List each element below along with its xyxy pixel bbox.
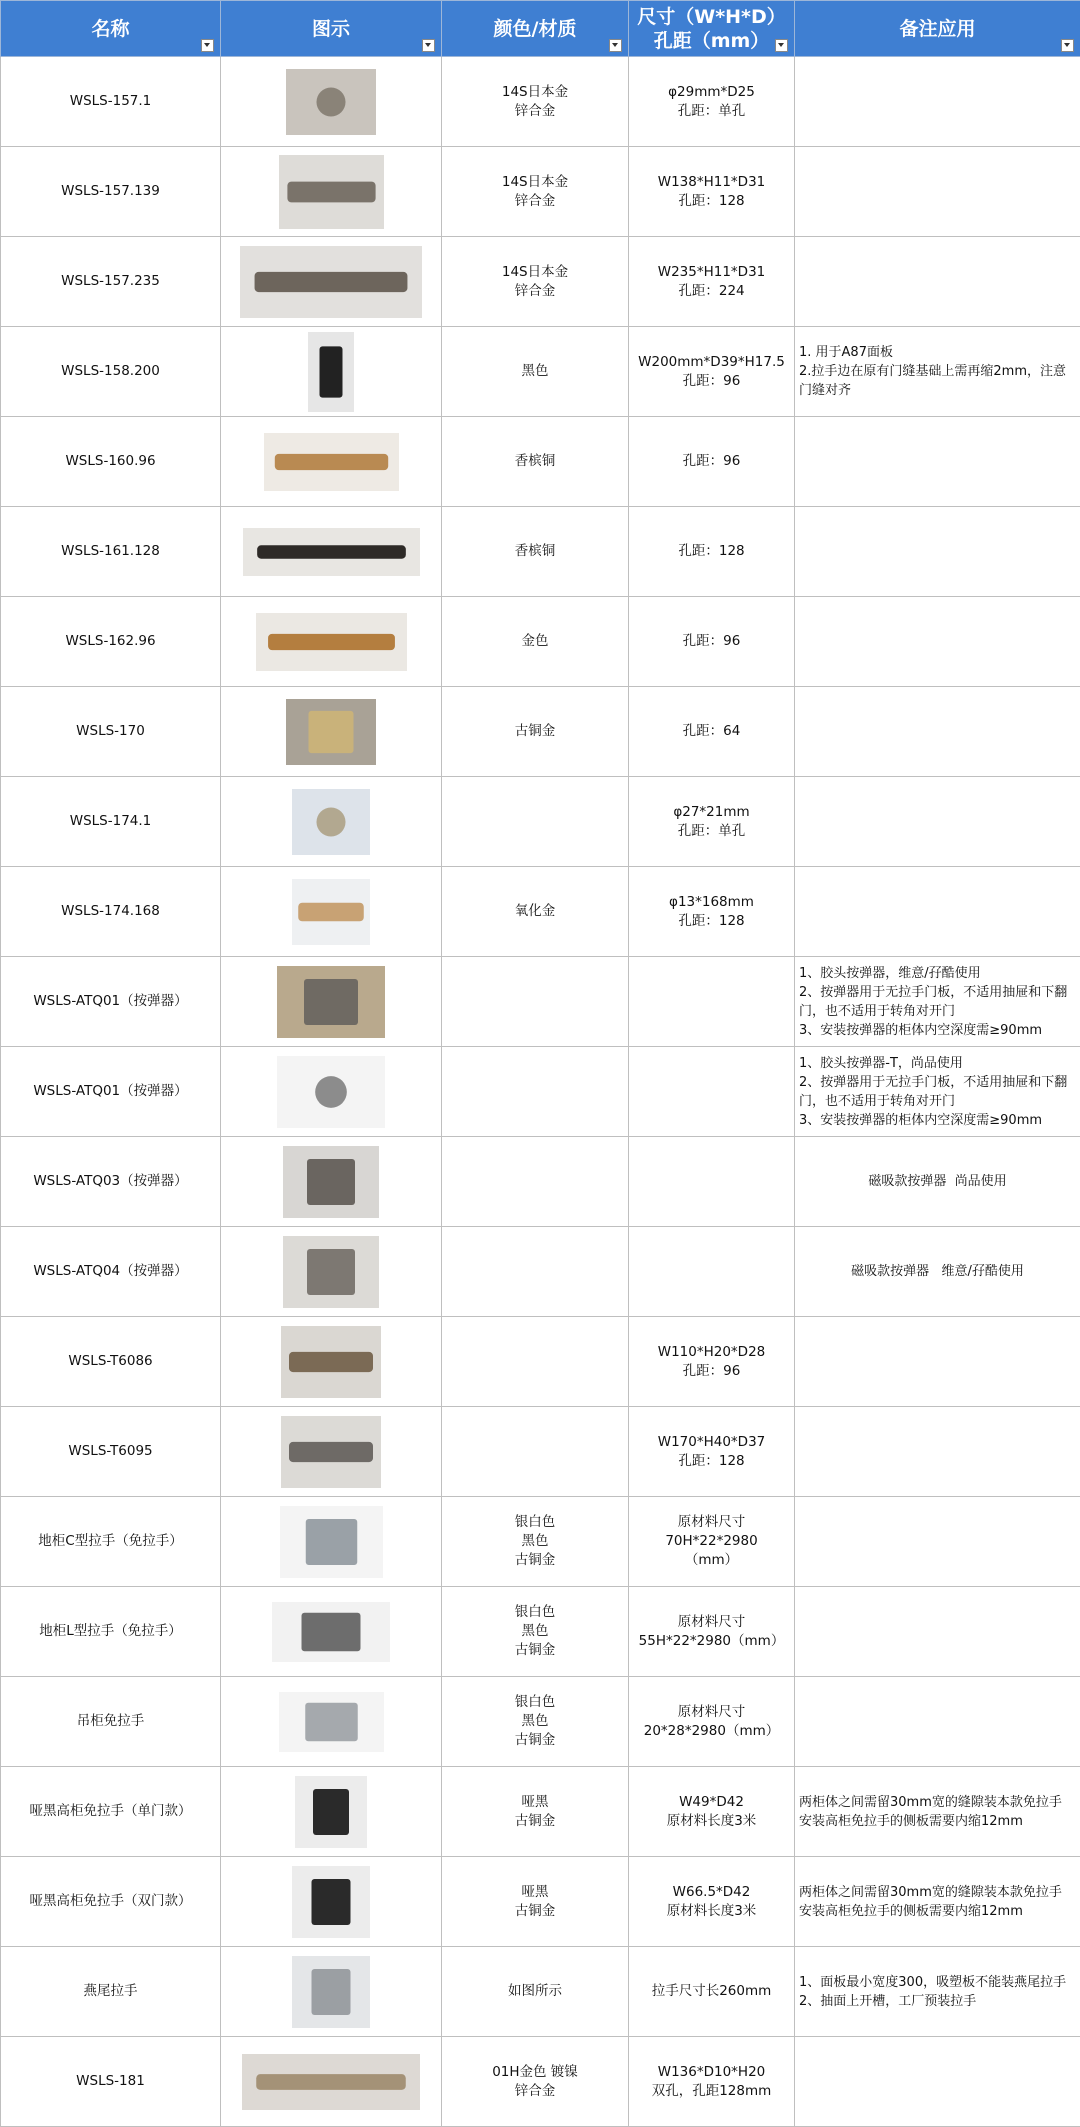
cell-note <box>795 597 1080 687</box>
size-text: W136*D10*H20 <box>633 2063 790 2082</box>
cell-material <box>442 1857 629 1947</box>
note-text: 1、胶头按弹器-T，尚品使用 <box>799 1054 1076 1073</box>
cell-image <box>221 957 442 1047</box>
product-name: 燕尾拉手 <box>84 1983 138 1999</box>
product-image <box>240 246 422 318</box>
filter-dropdown-icon[interactable] <box>201 39 214 52</box>
product-image <box>242 2054 420 2110</box>
product-name: 地柜L型拉手（免拉手） <box>39 1623 182 1639</box>
material-text: 锌合金 <box>446 282 624 301</box>
cell-note <box>795 417 1080 507</box>
cell-name <box>1 417 221 507</box>
table-row <box>1 1767 1080 1857</box>
cell-note <box>795 2037 1080 2127</box>
note-text: 两柜体之间需留30mm宽的缝隙装本款免拉手 <box>799 1793 1076 1812</box>
cell-name <box>1 147 221 237</box>
column-header-note[interactable] <box>795 1 1080 57</box>
cell-material <box>442 1407 629 1497</box>
product-image <box>286 69 376 135</box>
product-image <box>277 1056 385 1128</box>
product-image <box>264 433 399 491</box>
note-text: 2、按弹器用于无拉手门板，不适用抽屉和下翻门，也不适用于转角对开门 <box>799 1073 1076 1111</box>
cell-image <box>221 597 442 687</box>
cell-image <box>221 2037 442 2127</box>
cell-material <box>442 777 629 867</box>
cell-name <box>1 867 221 957</box>
cell-material <box>442 1227 629 1317</box>
table-row <box>1 147 1080 237</box>
table-row <box>1 1857 1080 1947</box>
cell-name <box>1 1947 221 2037</box>
product-image <box>279 155 384 229</box>
cell-note <box>795 327 1080 417</box>
size-text: W200mm*D39*H17.5 <box>633 353 790 372</box>
table-row <box>1 57 1080 147</box>
cell-size <box>629 867 795 957</box>
material-text: 古铜金 <box>446 1812 624 1831</box>
header-note-label: 备注应用 <box>899 18 975 40</box>
cell-note <box>795 777 1080 867</box>
cell-material <box>442 147 629 237</box>
size-text: 55H*22*2980（mm） <box>633 1632 790 1651</box>
cell-size <box>629 1857 795 1947</box>
size-text: φ29mm*D25 <box>633 83 790 102</box>
size-text: 孔距：128 <box>633 912 790 931</box>
cell-image <box>221 1137 442 1227</box>
note-text: 磁吸款按弹器 尚品使用 <box>799 1172 1076 1191</box>
cell-size <box>629 417 795 507</box>
product-name: 哑黑高柜免拉手（单门款） <box>30 1803 192 1819</box>
cell-note <box>795 1587 1080 1677</box>
cell-size <box>629 1047 795 1137</box>
cell-material <box>442 237 629 327</box>
cell-material <box>442 1137 629 1227</box>
cell-name <box>1 777 221 867</box>
cell-size <box>629 57 795 147</box>
table-row <box>1 417 1080 507</box>
material-text: 锌合金 <box>446 192 624 211</box>
table-row <box>1 1047 1080 1137</box>
material-text: 黑色 <box>446 1712 624 1731</box>
cell-material <box>442 1047 629 1137</box>
cell-image <box>221 1047 442 1137</box>
cell-name <box>1 1047 221 1137</box>
product-image <box>283 1236 379 1308</box>
material-text: 氧化金 <box>446 902 624 921</box>
header-size-line2: 孔距（mm） <box>629 29 794 53</box>
product-name: WSLS-158.200 <box>61 363 160 379</box>
table-row <box>1 327 1080 417</box>
table-row <box>1 1227 1080 1317</box>
cell-name <box>1 1857 221 1947</box>
product-name: WSLS-174.1 <box>70 813 152 829</box>
cell-size <box>629 1407 795 1497</box>
cell-material <box>442 957 629 1047</box>
cell-name <box>1 1767 221 1857</box>
size-text: 孔距：96 <box>633 632 790 651</box>
cell-material <box>442 417 629 507</box>
cell-name <box>1 1407 221 1497</box>
note-text: 2、抽面上开槽，工厂预装拉手 <box>799 1992 1076 2011</box>
column-header-image[interactable] <box>221 1 442 57</box>
product-name: WSLS-T6086 <box>68 1353 152 1369</box>
size-text: 原材料长度3米 <box>633 1812 790 1831</box>
material-text: 黑色 <box>446 1622 624 1641</box>
cell-size <box>629 687 795 777</box>
table-row <box>1 687 1080 777</box>
product-name: 哑黑高柜免拉手（双门款） <box>30 1893 192 1909</box>
size-text: 原材料尺寸70H*22*2980 <box>633 1513 790 1551</box>
cell-name <box>1 1497 221 1587</box>
size-text: 原材料长度3米 <box>633 1902 790 1921</box>
table-row <box>1 1677 1080 1767</box>
cell-material <box>442 1677 629 1767</box>
product-name: WSLS-T6095 <box>68 1443 152 1459</box>
cell-note <box>795 687 1080 777</box>
product-image <box>279 1692 384 1752</box>
cell-name <box>1 327 221 417</box>
size-text: 孔距：224 <box>633 282 790 301</box>
product-image <box>292 1866 370 1938</box>
cell-image <box>221 1587 442 1677</box>
cell-size <box>629 1497 795 1587</box>
cell-size <box>629 2037 795 2127</box>
product-name: WSLS-157.139 <box>61 183 160 199</box>
cell-image <box>221 1947 442 2037</box>
material-text: 黑色 <box>446 362 624 381</box>
cell-note <box>795 1857 1080 1947</box>
table-row <box>1 1947 1080 2037</box>
cell-material <box>442 1587 629 1677</box>
cell-image <box>221 57 442 147</box>
note-text: 安装高柜免拉手的侧板需要内缩12mm <box>799 1902 1076 1921</box>
material-text: 香槟铜 <box>446 452 624 471</box>
size-text: 孔距：96 <box>633 372 790 391</box>
header-size-line1: 尺寸（W*H*D） <box>629 5 794 29</box>
cell-image <box>221 147 442 237</box>
note-text: 2.拉手边在原有门缝基础上需再缩2mm，注意门缝对齐 <box>799 362 1076 400</box>
product-image <box>272 1602 390 1662</box>
cell-size <box>629 1137 795 1227</box>
table-row <box>1 2037 1080 2127</box>
size-text: 孔距：单孔 <box>633 822 790 841</box>
size-text: 孔距：64 <box>633 722 790 741</box>
material-text: 银白色 <box>446 1603 624 1622</box>
product-name: WSLS-181 <box>76 2073 145 2089</box>
size-text: 孔距：96 <box>633 1362 790 1381</box>
cell-name <box>1 597 221 687</box>
cell-material <box>442 687 629 777</box>
material-text: 哑黑 <box>446 1883 624 1902</box>
table-row <box>1 1407 1080 1497</box>
cell-size <box>629 1317 795 1407</box>
cell-size <box>629 507 795 597</box>
product-image <box>295 1776 367 1848</box>
cell-size <box>629 1227 795 1317</box>
header-image-label: 图示 <box>312 18 350 40</box>
table-row <box>1 777 1080 867</box>
cell-note <box>795 1047 1080 1137</box>
cell-material <box>442 327 629 417</box>
product-image <box>243 528 420 576</box>
size-text: φ27*21mm <box>633 803 790 822</box>
material-text: 古铜金 <box>446 1641 624 1660</box>
size-text: 孔距：单孔 <box>633 102 790 121</box>
product-image <box>281 1416 381 1488</box>
product-image <box>292 789 370 855</box>
cell-material <box>442 2037 629 2127</box>
cell-size <box>629 1677 795 1767</box>
product-name: WSLS-157.235 <box>61 273 160 289</box>
cell-note <box>795 1947 1080 2037</box>
product-image <box>283 1146 379 1218</box>
cell-note <box>795 1497 1080 1587</box>
material-text: 古铜金 <box>446 1551 624 1570</box>
filter-dropdown-icon[interactable] <box>1061 39 1074 52</box>
product-name: WSLS-ATQ01（按弹器） <box>33 1083 187 1099</box>
cell-image <box>221 1767 442 1857</box>
cell-size <box>629 1767 795 1857</box>
cell-note <box>795 1407 1080 1497</box>
table-row <box>1 1137 1080 1227</box>
material-text: 香槟铜 <box>446 542 624 561</box>
cell-note <box>795 57 1080 147</box>
table-row <box>1 867 1080 957</box>
material-text: 01H金色 镀镍 <box>446 2063 624 2082</box>
cell-image <box>221 327 442 417</box>
note-text: 磁吸款按弹器 维意/孖酷使用 <box>799 1262 1076 1281</box>
table-row <box>1 1317 1080 1407</box>
material-text: 黑色 <box>446 1532 624 1551</box>
cell-name <box>1 687 221 777</box>
cell-name <box>1 2037 221 2127</box>
size-text: 20*28*2980（mm） <box>633 1722 790 1741</box>
cell-name <box>1 507 221 597</box>
cell-material <box>442 1317 629 1407</box>
size-text: W138*H11*D31 <box>633 173 790 192</box>
cell-material <box>442 867 629 957</box>
size-text: 原材料尺寸 <box>633 1613 790 1632</box>
cell-material <box>442 1497 629 1587</box>
size-text: W170*H40*D37 <box>633 1433 790 1452</box>
product-image <box>280 1506 383 1578</box>
cell-name <box>1 1677 221 1767</box>
cell-image <box>221 1497 442 1587</box>
material-text: 银白色 <box>446 1693 624 1712</box>
product-name: WSLS-ATQ03（按弹器） <box>33 1173 187 1189</box>
header-name-label: 名称 <box>91 18 129 40</box>
size-text: 孔距：96 <box>633 452 790 471</box>
size-text: W110*H20*D28 <box>633 1343 790 1362</box>
cell-note <box>795 1677 1080 1767</box>
size-text: W49*D42 <box>633 1793 790 1812</box>
cell-name <box>1 1317 221 1407</box>
size-text: 拉手尺寸长260mm <box>633 1982 790 2001</box>
cell-material <box>442 597 629 687</box>
cell-size <box>629 957 795 1047</box>
material-text: 14S日本金 <box>446 173 624 192</box>
cell-size <box>629 327 795 417</box>
table-row <box>1 237 1080 327</box>
cell-note <box>795 147 1080 237</box>
product-image <box>277 966 385 1038</box>
size-text: 双孔，孔距128mm <box>633 2082 790 2101</box>
cell-size <box>629 597 795 687</box>
cell-note <box>795 1227 1080 1317</box>
size-text: W235*H11*D31 <box>633 263 790 282</box>
product-name: WSLS-157.1 <box>70 93 152 109</box>
table-row <box>1 507 1080 597</box>
cell-note <box>795 507 1080 597</box>
cell-size <box>629 1947 795 2037</box>
cell-note <box>795 1317 1080 1407</box>
material-text: 14S日本金 <box>446 263 624 282</box>
product-image <box>256 613 407 671</box>
product-image <box>281 1326 381 1398</box>
cell-name <box>1 1587 221 1677</box>
material-text: 如图所示 <box>446 1982 624 2001</box>
cell-image <box>221 777 442 867</box>
cell-material <box>442 507 629 597</box>
note-text: 3、安装按弹器的柜体内空深度需≥90mm <box>799 1021 1076 1040</box>
table-row <box>1 1497 1080 1587</box>
size-text: 孔距：128 <box>633 542 790 561</box>
cell-size <box>629 237 795 327</box>
product-name: WSLS-ATQ04（按弹器） <box>33 1263 187 1279</box>
material-text: 银白色 <box>446 1513 624 1532</box>
cell-material <box>442 1947 629 2037</box>
note-text: 两柜体之间需留30mm宽的缝隙装本款免拉手 <box>799 1883 1076 1902</box>
note-text: 1、胶头按弹器，维意/孖酷使用 <box>799 964 1076 983</box>
cell-note <box>795 237 1080 327</box>
size-text: W66.5*D42 <box>633 1883 790 1902</box>
cell-image <box>221 1227 442 1317</box>
product-name: WSLS-ATQ01（按弹器） <box>33 993 187 1009</box>
cell-name <box>1 1137 221 1227</box>
cell-image <box>221 1677 442 1767</box>
product-image <box>286 699 376 765</box>
cell-image <box>221 1407 442 1497</box>
material-text: 14S日本金 <box>446 83 624 102</box>
material-text: 古铜金 <box>446 1731 624 1750</box>
cell-name <box>1 1227 221 1317</box>
cell-image <box>221 1857 442 1947</box>
cell-note <box>795 1767 1080 1857</box>
cell-image <box>221 867 442 957</box>
note-text: 安装高柜免拉手的侧板需要内缩12mm <box>799 1812 1076 1831</box>
cell-name <box>1 957 221 1047</box>
cell-size <box>629 777 795 867</box>
material-text: 古铜金 <box>446 1902 624 1921</box>
product-name: WSLS-170 <box>76 723 145 739</box>
table-row <box>1 957 1080 1047</box>
product-image <box>308 332 354 412</box>
cell-image <box>221 507 442 597</box>
cell-material <box>442 1767 629 1857</box>
size-text: φ13*168mm <box>633 893 790 912</box>
column-header-name[interactable] <box>1 1 221 57</box>
material-text: 锌合金 <box>446 102 624 121</box>
cell-name <box>1 237 221 327</box>
product-name: 吊柜免拉手 <box>77 1713 145 1729</box>
table-row <box>1 597 1080 687</box>
material-text: 锌合金 <box>446 2082 624 2101</box>
cell-size <box>629 1587 795 1677</box>
material-text: 金色 <box>446 632 624 651</box>
size-text: 孔距：128 <box>633 1452 790 1471</box>
note-text: 1. 用于A87面板 <box>799 343 1076 362</box>
product-name: WSLS-162.96 <box>65 633 155 649</box>
filter-dropdown-icon[interactable] <box>609 39 622 52</box>
size-text: 孔距：128 <box>633 192 790 211</box>
cell-name <box>1 57 221 147</box>
column-header-size[interactable] <box>629 1 795 57</box>
cell-note <box>795 1137 1080 1227</box>
size-text: （mm） <box>633 1551 790 1570</box>
product-name: WSLS-161.128 <box>61 543 160 559</box>
product-name: WSLS-160.96 <box>65 453 155 469</box>
material-text: 哑黑 <box>446 1793 624 1812</box>
header-material-label: 颜色/材质 <box>494 18 577 40</box>
header-row <box>1 1 1080 57</box>
cell-note <box>795 867 1080 957</box>
table-row <box>1 1587 1080 1677</box>
cell-image <box>221 237 442 327</box>
cell-note <box>795 957 1080 1047</box>
filter-dropdown-icon[interactable] <box>422 39 435 52</box>
product-name: 地柜C型拉手（免拉手） <box>38 1533 182 1549</box>
material-text: 古铜金 <box>446 722 624 741</box>
cell-image <box>221 687 442 777</box>
size-text: 原材料尺寸 <box>633 1703 790 1722</box>
cell-size <box>629 147 795 237</box>
note-text: 3、安装按弹器的柜体内空深度需≥90mm <box>799 1111 1076 1130</box>
cell-image <box>221 1317 442 1407</box>
product-image <box>292 1956 370 2028</box>
cell-material <box>442 57 629 147</box>
note-text: 2、按弹器用于无拉手门板，不适用抽屉和下翻门，也不适用于转角对开门 <box>799 983 1076 1021</box>
product-image <box>292 879 370 945</box>
column-header-material[interactable] <box>442 1 629 57</box>
filter-dropdown-icon[interactable] <box>775 39 788 52</box>
product-name: WSLS-174.168 <box>61 903 160 919</box>
cell-image <box>221 417 442 507</box>
note-text: 1、面板最小宽度300，吸塑板不能装燕尾拉手 <box>799 1973 1076 1992</box>
